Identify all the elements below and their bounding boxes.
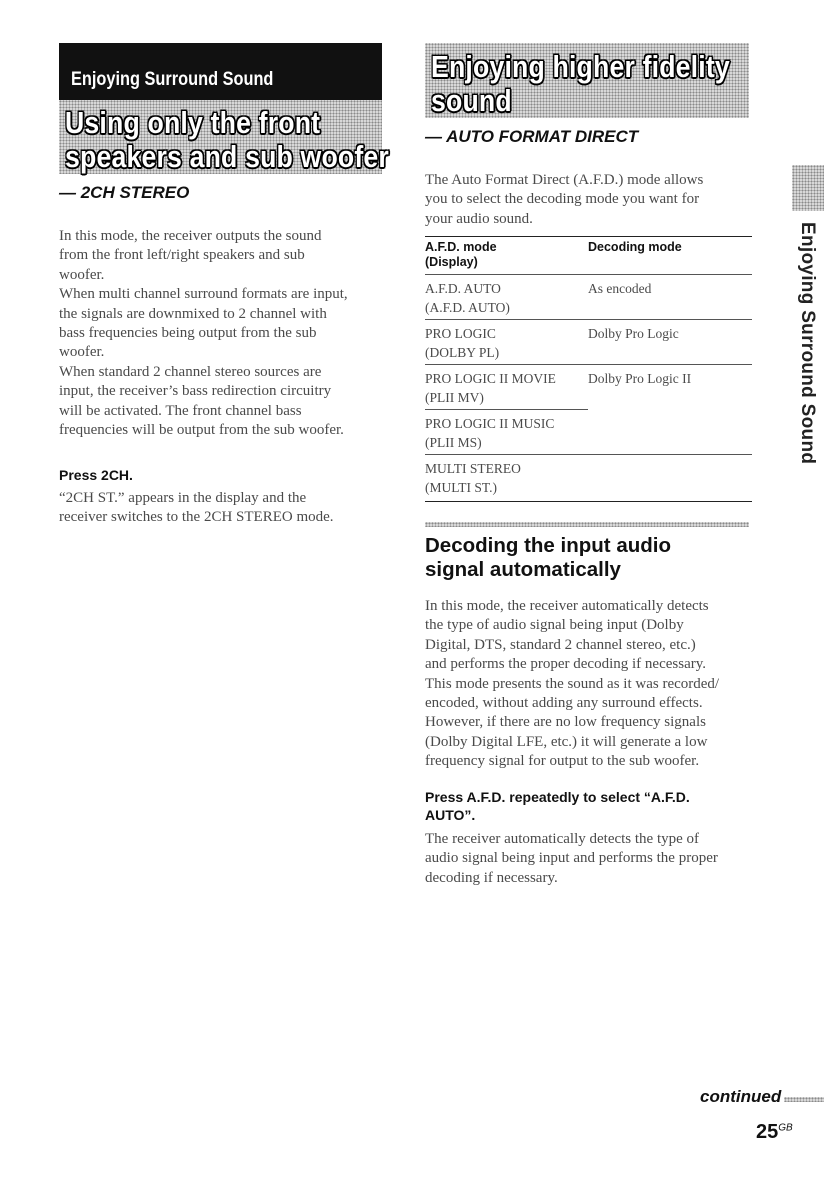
continued-rule <box>784 1097 824 1102</box>
table-row: PRO LOGIC II MOVIE (PLII MV) Dolby Pro Logic II <box>425 365 752 410</box>
section-banner-label: Enjoying Surround Sound <box>71 69 274 90</box>
section2-title: Decoding the input audio signal automatically <box>425 534 671 581</box>
table-header-row <box>425 237 752 275</box>
title-higher-fidelity-line2: sound <box>431 83 512 118</box>
section2-body: In this mode, the receiver automatically detects the type of audio signal being input (Dolby Digital, DTS, standard 2 channel stereo, etc.) and performs the proper decoding if necessary. This mode presents the sound as it was recorded/ encoded, without adding any surround effects. However, if there are no low frequency signals (Dolby Digital LFE, etc.) it will generate a low frequency signal for output to the sub woofer. <box>425 598 720 770</box>
table-row: A.F.D. AUTO (A.F.D. AUTO) As encoded <box>425 275 752 320</box>
side-tab-label: Enjoying Surround Sound <box>797 222 818 465</box>
afd-mode-table <box>425 236 752 502</box>
press-afd-instruction: Press A.F.D. repeatedly to select “A.F.D. AUTO”. <box>425 789 690 823</box>
afd-intro: The Auto Format Direct (A.F.D.) mode allows you to select the decoding mode you want for your audio sound. <box>425 172 704 227</box>
header-afd-mode: A.F.D. mode <box>425 240 497 254</box>
left-body: In this mode, the receiver outputs the sound from the front left/right speakers and sub woofer. When multi channel surround formats are input, the signals are downmixed to 2 channel with bass frequencies being output from the sub woofer. When standard 2 channel stereo sources are input, the receiver’s bass redirection circuitry will be activated. The front channel bass frequencies will be output from the sub woofer. <box>59 228 348 439</box>
section-banner <box>59 43 382 100</box>
press-afd-body: The receiver automatically detects the type of audio signal being input and performs the proper decoding if necessary. <box>425 831 718 886</box>
table-row: MULTI STEREO (MULTI ST.) <box>425 455 752 502</box>
subtitle-2ch-stereo: — 2CH STEREO <box>59 183 190 202</box>
header-display: (Display) <box>425 255 478 269</box>
subtitle-auto-format-direct: — AUTO FORMAT DIRECT <box>425 127 639 146</box>
press-2ch-body: “2CH ST.” appears in the display and the receiver switches to the 2CH STEREO mode. <box>59 490 334 526</box>
press-2ch-instruction: Press 2CH. <box>59 467 133 483</box>
page-number: $25^{GB}$ <box>756 1121 793 1143</box>
table-row: PRO LOGIC II MUSIC (PLII MS) <box>425 416 555 450</box>
section-divider <box>425 522 749 527</box>
page-title-line1: Using only the front <box>65 105 321 140</box>
table-row: PRO LOGIC (DOLBY PL) Dolby Pro Logic <box>425 320 752 365</box>
title-higher-fidelity-line1: Enjoying higher fidelity <box>431 49 730 84</box>
header-decoding-mode: Decoding mode <box>588 240 682 254</box>
continued-label: continued <box>700 1087 782 1106</box>
page-title-line2: speakers and sub woofer <box>65 139 389 174</box>
side-tab-marker <box>792 165 824 211</box>
